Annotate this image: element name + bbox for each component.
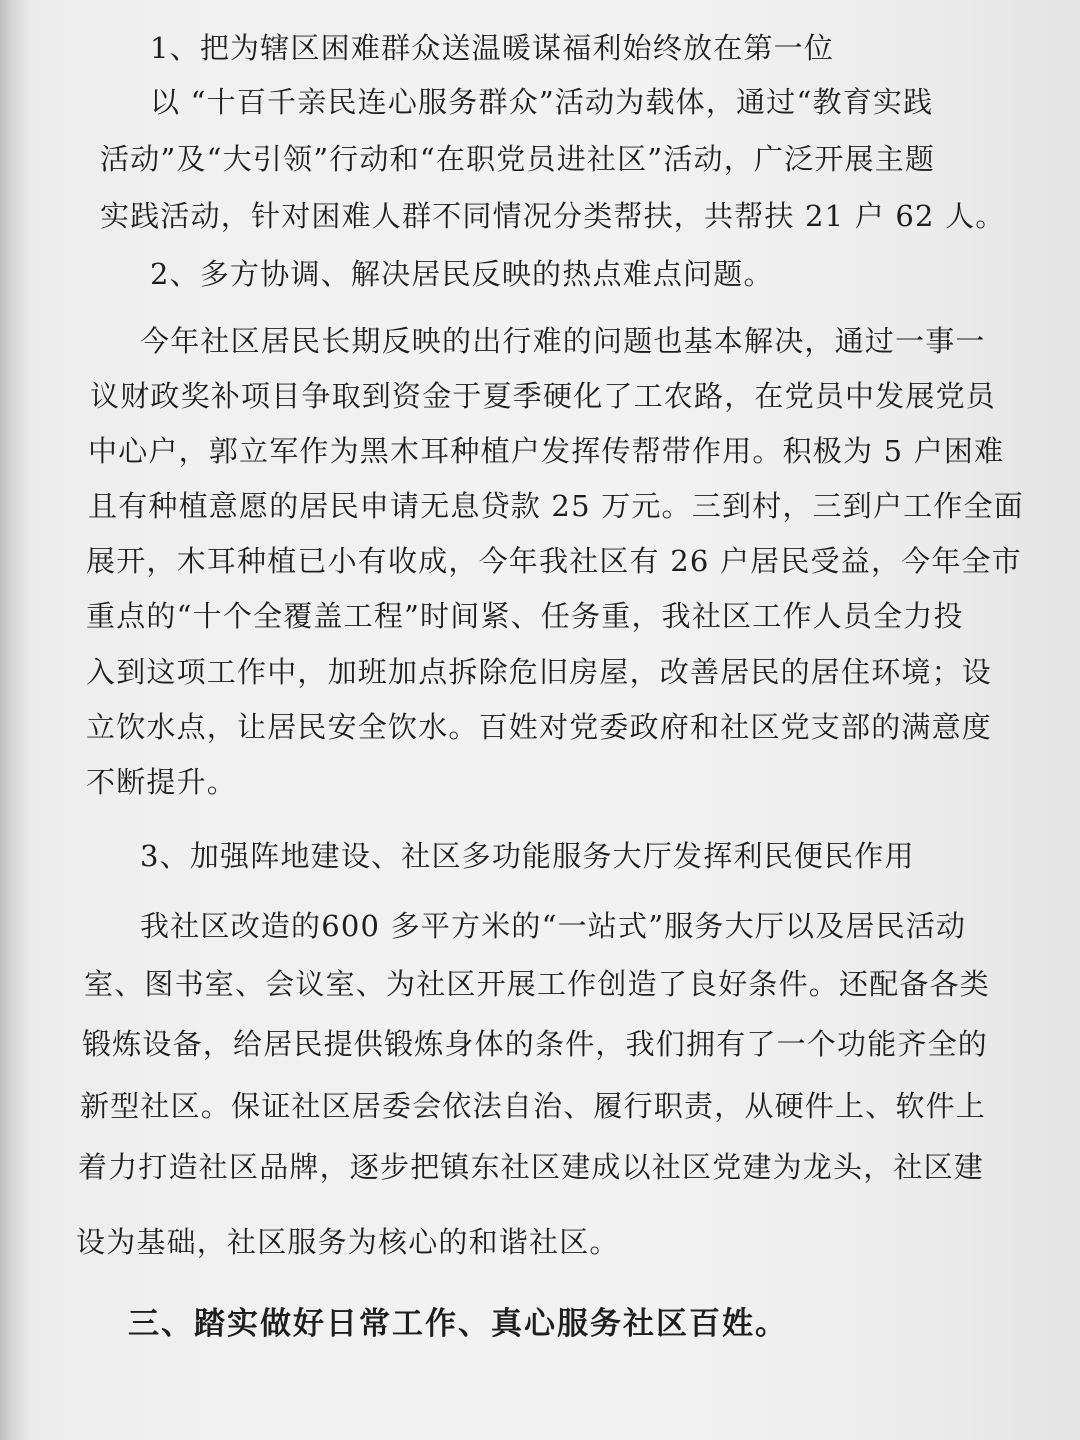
section3-line-2: 室、图书室、会议室、为社区开展工作创造了良好条件。还配备各类: [84, 967, 991, 1001]
section2-line-5: 展开，木耳种植已小有收成，今年我社区有 26 户居民受益，今年全市: [86, 544, 1022, 578]
section3-line-5: 着力打造社区品牌，逐步把镇东社区建成以社区党建为龙头，社区建: [78, 1150, 985, 1184]
page-edge-shadow: [0, 0, 30, 1440]
section2-line-6: 重点的“十个全覆盖工程”时间紧、任务重，我社区工作人员全力投: [86, 599, 964, 633]
section2-line-1: 今年社区居民长期反映的出行难的问题也基本解决，通过一事一: [140, 324, 986, 358]
section2-line-8: 立饮水点，让居民安全饮水。百姓对党委政府和社区党支部的满意度: [86, 710, 993, 744]
section3-line-1: 我社区改造的600 多平方米的“一站式”服务大厅以及居民活动: [140, 909, 967, 943]
section2-line-7: 入到这项工作中，加班加点拆除危旧房屋，改善居民的居住环境；设: [86, 655, 993, 689]
section2-line-3: 中心户，郭立军作为黑木耳种植户发挥传帮带作用。积极为 5 户困难: [88, 434, 1005, 468]
section1-line-3: 实践活动，针对困难人群不同情况分类帮扶，共帮扶 21 户 62 人。: [100, 199, 1006, 233]
section2-line-2: 议财政奖补项目争取到资金于夏季硬化了工农路，在党员中发展党员: [90, 379, 997, 413]
section3-line-6: 设为基础，社区服务为核心的和谐社区。: [76, 1225, 620, 1259]
section2-line-9: 不断提升。: [86, 765, 238, 799]
part3-heading: 三、踏实做好日常工作、真心服务社区百姓。: [128, 1306, 788, 1342]
section1-line-2: 活动”及“大引领”行动和“在职党员进社区”活动，广泛开展主题: [100, 142, 936, 176]
section1-line-1: 以 “十百千亲民连心服务群众”活动为载体，通过“教育实践: [150, 85, 934, 119]
section3-line-3: 锻炼设备，给居民提供锻炼身体的条件，我们拥有了一个功能齐全的: [82, 1027, 989, 1061]
section3-title: 3、加强阵地建设、社区多功能服务大厅发挥利民便民作用: [140, 839, 915, 873]
section2-line-4: 且有种植意愿的居民申请无息贷款 25 万元。三到村，三到户工作全面: [88, 489, 1024, 523]
section2-title: 2、多方协调、解决居民反映的热点难点问题。: [150, 257, 774, 291]
section3-line-4: 新型社区。保证社区居委会依法自治、履行职责，从硬件上、软件上: [80, 1089, 987, 1123]
section1-title: 1、把为辖区困难群众送温暖谋福利始终放在第一位: [150, 31, 835, 65]
